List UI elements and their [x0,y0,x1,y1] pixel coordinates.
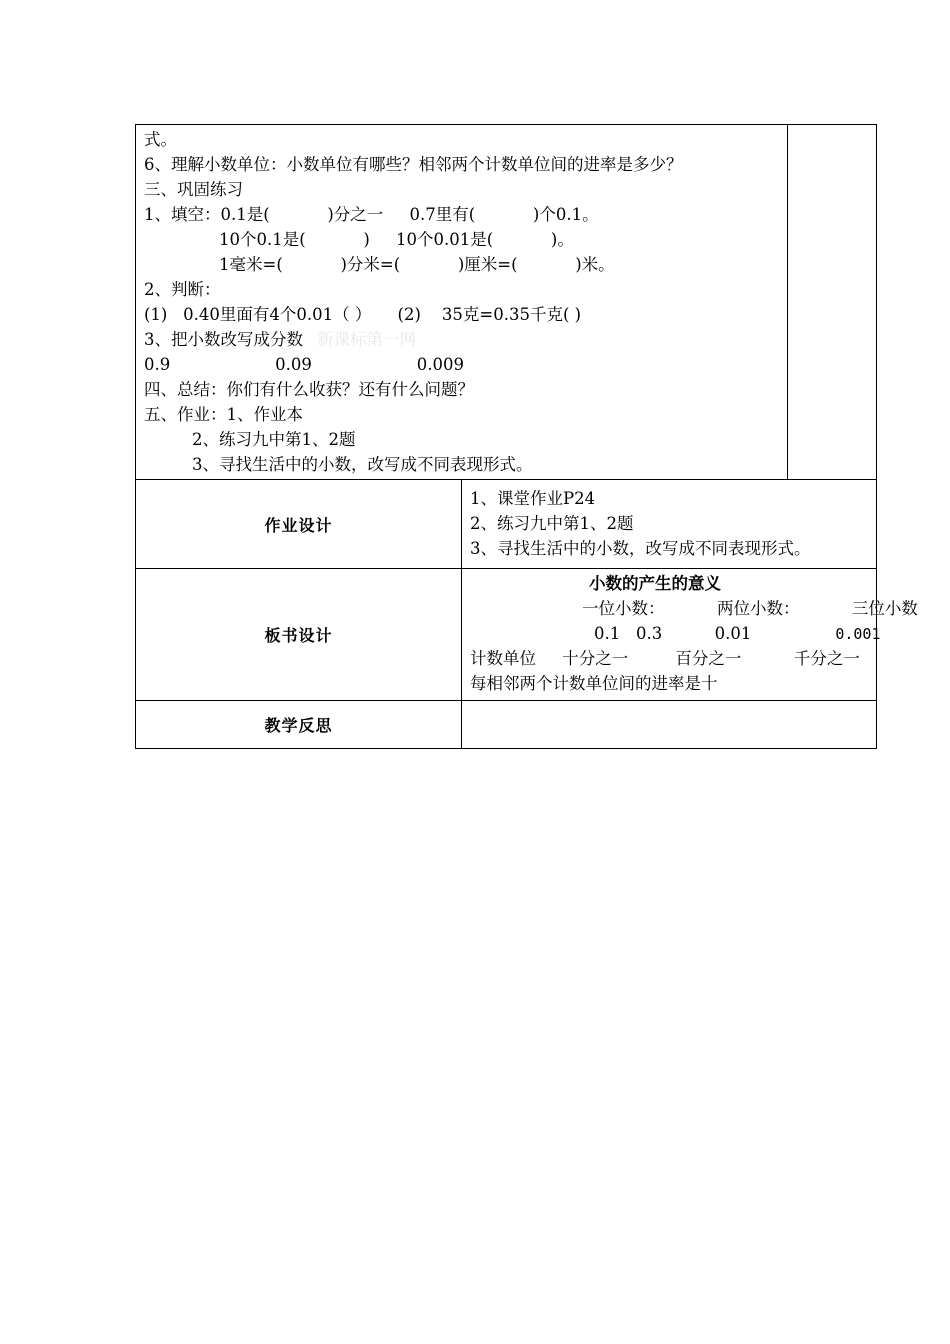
step-line: 四、总结：你们有什么收获？还有什么问题？ [144,380,474,399]
homework-item: 3、寻找生活中的小数，改写成不同表现形式。 [470,539,811,558]
watermark: 新课标第一网 [317,330,416,349]
board-examples-text: 0.1 0.3 0.01 [594,624,836,643]
board-examples [470,621,881,646]
teaching-process-cell [136,125,788,480]
homework-label: 作业设计 [136,480,462,569]
step-line: 3、寻找生活中的小数，改写成不同表现形式。 [192,455,533,474]
board-label: 板书设计 [136,569,462,701]
reflection-row [136,701,877,749]
step-line: 2、判断： [144,280,221,299]
notes-cell [788,125,877,480]
board-headers: 一位小数： 两位小数： 三位小数 [582,599,918,618]
step-line: 0.9 0.09 0.009 [144,355,465,374]
reflection-label: 教学反思 [136,701,462,749]
step-line: 10个0.1是( ) 10个0.01是( )。 [219,230,574,249]
board-units: 计数单位 十分之一 百分之一 千分之一 [470,649,860,668]
step-line: 1毫米=( )分米=( )厘米=( )米。 [219,255,615,274]
board-content [462,569,918,701]
lesson-plan-table [135,124,918,749]
homework-row [136,480,877,569]
step-line: 6、理解小数单位：小数单位有哪些？相邻两个计数单位间的进率是多少？ [144,155,683,174]
reflection-content [462,701,877,749]
board-rate: 每相邻两个计数单位间的进率是十 [470,674,718,693]
board-examples-mono: 0.001 [835,625,881,643]
step-line: 1、填空：0.1是( )分之一 0.7里有( )个0.1。 [144,205,599,224]
homework-content [462,480,877,569]
homework-item: 2、练习九中第1、2题 [470,514,634,533]
step-line: 三、巩固练习 [144,180,243,199]
process-row [136,125,877,480]
homework-item: 1、课堂作业P24 [470,489,596,508]
board-title: 小数的产生的意义 [589,574,721,593]
step-line: (1) 0.40里面有4个0.01（ ） (2) 35克=0.35千克( ) [144,305,582,324]
step-line: 2、练习九中第1、2题 [192,430,356,449]
step-line: 五、作业：1、作业本 [144,405,303,424]
step-text: 3、把小数改写成分数 [144,330,303,349]
step-line: 式。 [144,130,177,149]
step-line [144,327,787,352]
board-row [136,569,877,701]
